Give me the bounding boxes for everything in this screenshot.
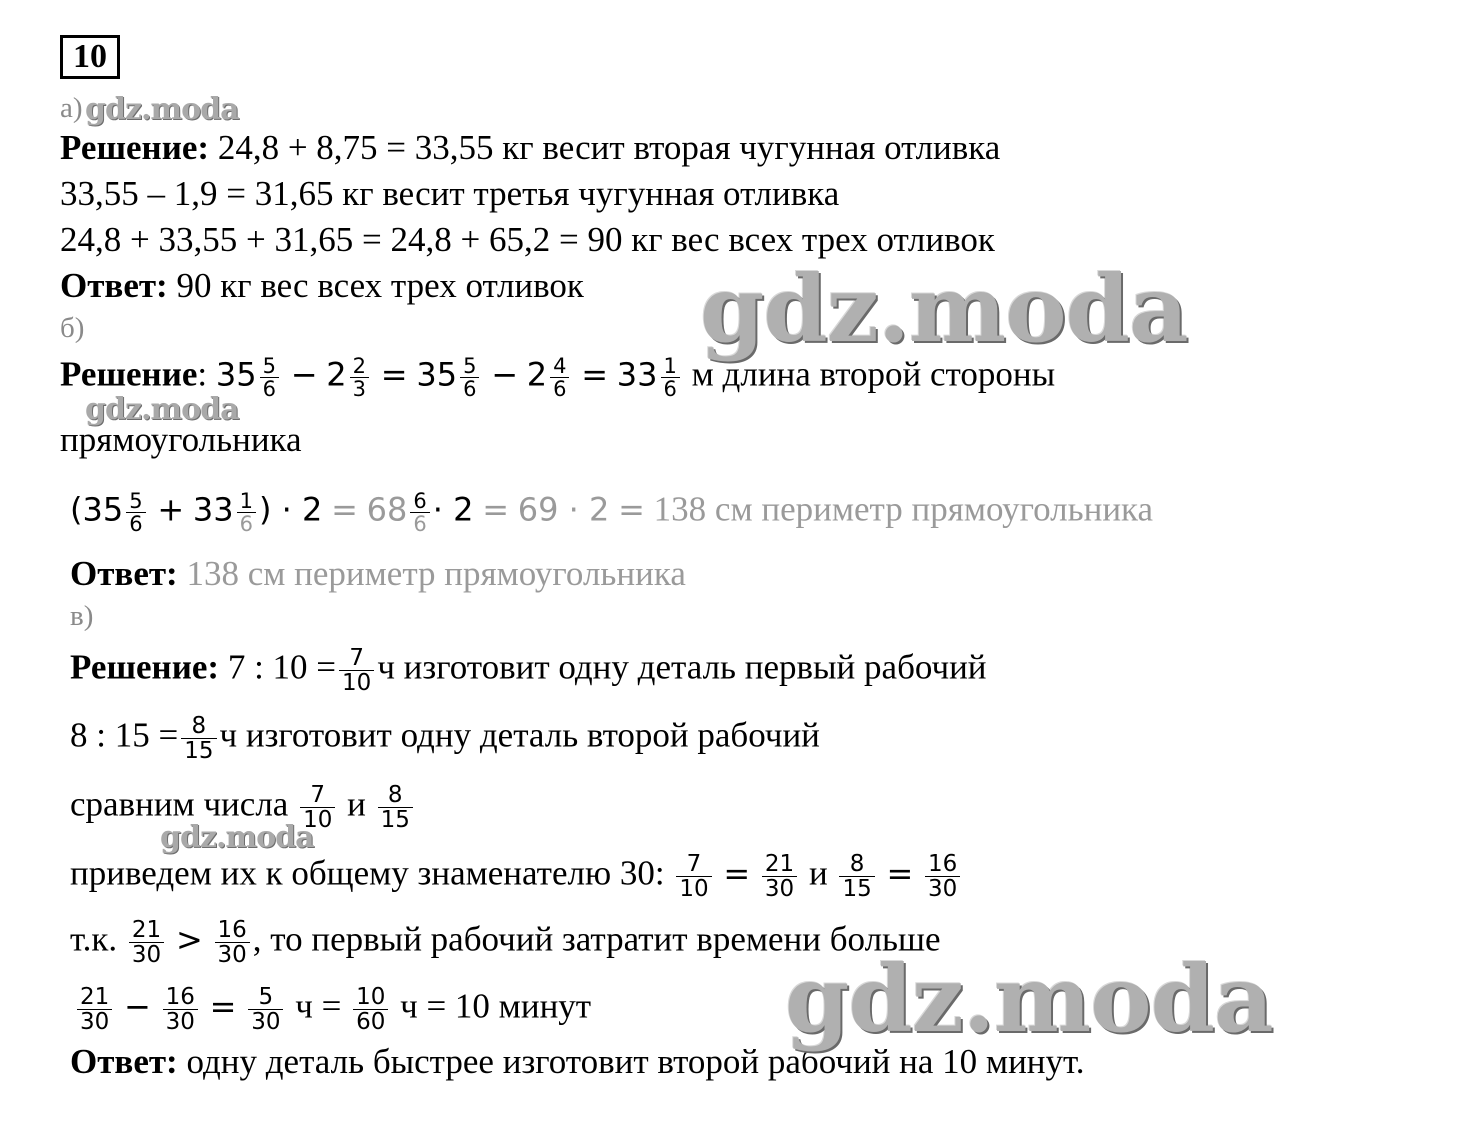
whole-33: 33 bbox=[192, 490, 234, 529]
greater-than-sign: > bbox=[175, 920, 203, 959]
part-b-solution-line-2: прямоугольника bbox=[60, 420, 302, 459]
fraction: $\frac{5}{6}$ bbox=[126, 490, 145, 535]
watermark: gdz.moda bbox=[85, 92, 239, 127]
answer-word: Ответ: bbox=[60, 266, 168, 305]
part-v-text-1: ч изготовит одну деталь первый рабочий bbox=[377, 647, 987, 687]
division-7-10: 7 : 10 = bbox=[227, 647, 337, 687]
fraction: $\frac{8}{15}$ bbox=[181, 714, 216, 763]
equals-sign: = bbox=[380, 355, 408, 394]
whole-35: 35 bbox=[215, 355, 257, 394]
answer-word: Ответ: bbox=[70, 1042, 178, 1081]
value-69: 69 · 2 bbox=[517, 490, 610, 529]
fraction: $\frac{1}{6}$ bbox=[661, 355, 680, 400]
whole-68: 68 bbox=[366, 490, 408, 529]
part-v-line-2 bbox=[70, 714, 820, 763]
part-a-solution-line-3: 24,8 + 33,55 + 31,65 = 24,8 + 65,2 = 90 кг вес всех трех отливок bbox=[60, 220, 995, 259]
fraction: $\frac{21}{30}$ bbox=[762, 852, 797, 901]
part-b-perimeter-line bbox=[70, 490, 1153, 535]
equals-sign: = bbox=[618, 490, 645, 529]
minus-sign: − bbox=[290, 355, 318, 394]
whole-2: 2 bbox=[526, 355, 548, 394]
part-b-answer bbox=[70, 556, 686, 591]
minus-sign: − bbox=[491, 355, 518, 394]
watermark: gdz.moda bbox=[785, 945, 1273, 1053]
fraction: $\frac{6}{6}$ bbox=[410, 490, 429, 535]
since-word: т.к. bbox=[70, 919, 118, 959]
whole-33: 33 bbox=[616, 355, 658, 394]
common-denominator-text: приведем их к общему знаменателю 30: bbox=[70, 853, 665, 893]
part-a-answer-text: 90 кг вес всех трех отливок bbox=[176, 266, 584, 305]
solution-word: Решение: bbox=[60, 128, 210, 167]
equals-sign: = bbox=[723, 854, 751, 893]
fraction: $\frac{10}{60}$ bbox=[353, 985, 388, 1034]
fraction: $\frac{7}{10}$ bbox=[339, 646, 374, 695]
fraction: $\frac{8}{15}$ bbox=[839, 852, 874, 901]
part-a-solution-line-2: 33,55 – 1,9 = 31,65 кг весит третья чугунная отливка bbox=[60, 174, 840, 213]
times-2: · 2 bbox=[432, 490, 474, 529]
fraction: $\frac{7}{10}$ bbox=[300, 783, 335, 832]
whole-35: 35 bbox=[416, 355, 458, 394]
equals-sign: = bbox=[581, 355, 609, 394]
part-v-label: в) bbox=[70, 600, 94, 632]
part-v-text-2: ч изготовит одну деталь второй рабочий bbox=[219, 715, 820, 755]
part-a-answer bbox=[60, 268, 584, 303]
and-word: и bbox=[347, 784, 366, 824]
fraction: $\frac{16}{30}$ bbox=[925, 852, 960, 901]
part-v-line-4 bbox=[70, 852, 963, 901]
fraction: $\frac{7}{10}$ bbox=[676, 852, 711, 901]
answer-word: Ответ: bbox=[70, 554, 178, 593]
close-paren-times-2: ) · 2 bbox=[258, 490, 323, 529]
watermark: gdz.moda bbox=[700, 255, 1188, 363]
part-v-line-6 bbox=[74, 985, 591, 1034]
open-paren-35: (35 bbox=[70, 490, 124, 529]
fraction: $\frac{2}{3}$ bbox=[350, 355, 369, 400]
part-v-line-1 bbox=[70, 646, 987, 695]
fraction: $\frac{16}{30}$ bbox=[163, 985, 198, 1034]
part-a-label: а) bbox=[60, 92, 83, 124]
equals-sign: = bbox=[331, 490, 358, 529]
and-word: и bbox=[808, 853, 828, 893]
conclusion-text: , то первый рабочий затратит времени больше bbox=[252, 919, 941, 959]
division-8-15: 8 : 15 = bbox=[70, 715, 179, 755]
fraction: $\frac{1}{6}$ bbox=[237, 490, 256, 535]
fraction: $\frac{8}{15}$ bbox=[378, 783, 413, 832]
part-a-text-1: 24,8 + 8,75 = 33,55 кг весит вторая чугунная отливка bbox=[217, 128, 1001, 167]
part-b-label: б) bbox=[60, 312, 85, 344]
value-138: 138 bbox=[653, 489, 707, 529]
watermark: gdz.moda bbox=[160, 820, 314, 855]
fraction: $\frac{21}{30}$ bbox=[129, 918, 164, 967]
equals-sign: = bbox=[886, 854, 914, 893]
fraction: $\frac{5}{6}$ bbox=[260, 355, 279, 400]
minus-sign: − bbox=[124, 987, 151, 1026]
task-number-badge: 10 bbox=[60, 35, 120, 79]
part-b-answer-text: 138 см периметр прямоугольника bbox=[186, 554, 686, 593]
solution-word: Решение: bbox=[70, 647, 220, 687]
fraction: $\frac{21}{30}$ bbox=[77, 985, 112, 1034]
colon: : bbox=[197, 354, 208, 394]
plus-sign: + bbox=[157, 490, 185, 529]
hours-equals: ч = bbox=[295, 986, 342, 1026]
compare-text: сравним числа bbox=[70, 784, 289, 824]
fraction: $\frac{16}{30}$ bbox=[215, 918, 250, 967]
equals-sign: = bbox=[482, 490, 510, 529]
part-b-text-1: м длина второй стороны bbox=[691, 354, 1056, 394]
part-a-solution-line-1 bbox=[60, 130, 1000, 165]
watermark: gdz.moda bbox=[85, 392, 239, 427]
fraction: $\frac{5}{30}$ bbox=[248, 985, 283, 1034]
equals-sign: = bbox=[209, 987, 237, 1026]
solution-word: Решение bbox=[60, 354, 198, 394]
fraction: $\frac{5}{6}$ bbox=[460, 355, 479, 400]
result-minutes: ч = 10 минут bbox=[400, 986, 592, 1026]
whole-2: 2 bbox=[326, 355, 347, 394]
perimeter-text: см периметр прямоугольника bbox=[714, 489, 1154, 529]
fraction: $\frac{4}{6}$ bbox=[550, 355, 569, 400]
part-v-answer-text: одну деталь быстрее изготовит второй рабочий на 10 минут. bbox=[186, 1042, 1085, 1081]
